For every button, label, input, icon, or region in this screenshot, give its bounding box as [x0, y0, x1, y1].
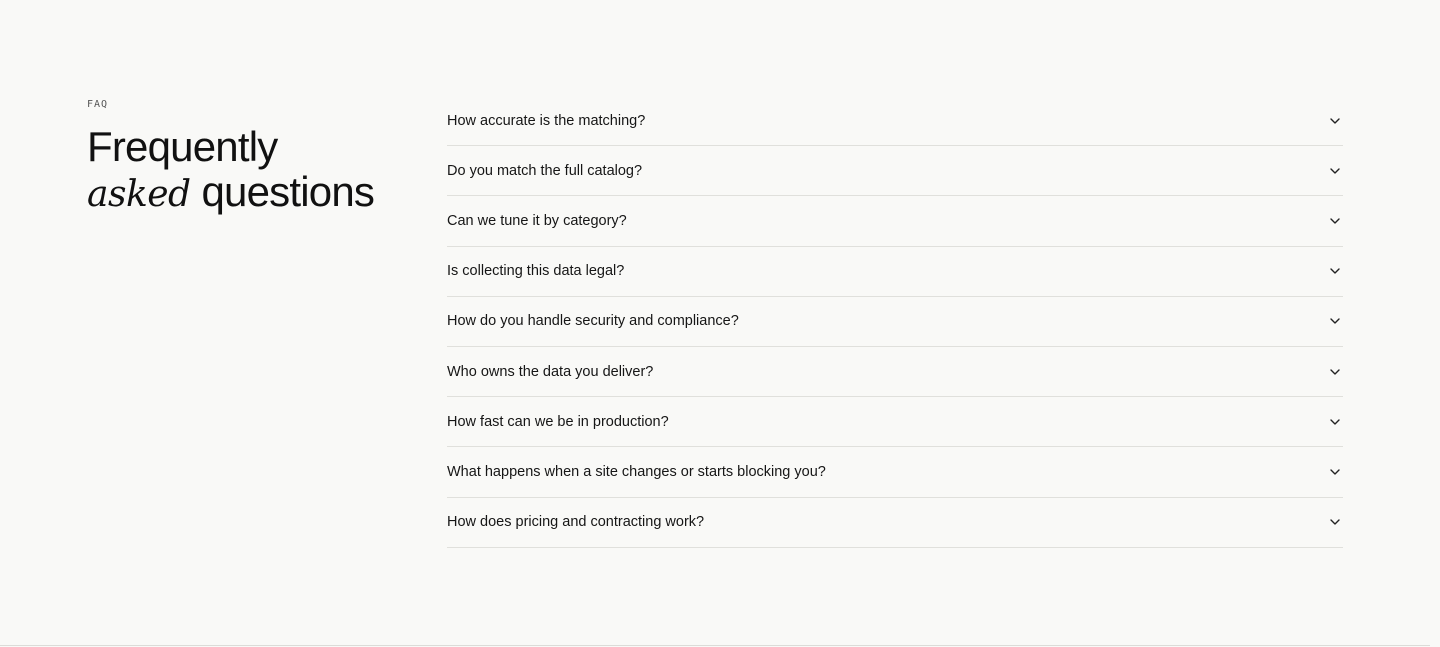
faq-question: Can we tune it by category? — [447, 212, 627, 229]
faq-question: How fast can we be in production? — [447, 413, 669, 430]
faq-item-accuracy[interactable] — [447, 96, 1343, 146]
chevron-down-icon[interactable] — [1329, 165, 1341, 177]
heading-line-2 — [87, 169, 407, 217]
faq-eyebrow: FAQ — [87, 99, 109, 110]
faq-question: Do you match the full catalog? — [447, 162, 643, 179]
faq-question: What happens when a site changes or starts blocking you? — [447, 463, 826, 480]
chevron-down-icon[interactable] — [1329, 516, 1341, 528]
chevron-down-icon[interactable] — [1329, 466, 1341, 478]
faq-question: Is collecting this data legal? — [447, 263, 625, 280]
heading-line-2-rest: questions — [201, 168, 375, 215]
faq-item-full-catalog[interactable] — [447, 146, 1343, 196]
faq-question: How do you handle security and compliance? — [447, 313, 739, 330]
faq-intro — [87, 98, 407, 217]
faq-item-legal[interactable] — [447, 247, 1343, 297]
chevron-down-icon[interactable] — [1329, 366, 1341, 378]
faq-item-security[interactable] — [447, 297, 1343, 347]
faq-list — [447, 96, 1343, 548]
faq-item-production-speed[interactable] — [447, 397, 1343, 447]
faq-item-pricing[interactable] — [447, 498, 1343, 548]
faq-item-tune-category[interactable] — [447, 196, 1343, 246]
heading-italic-word: asked — [87, 174, 191, 215]
faq-item-site-changes[interactable] — [447, 447, 1343, 497]
faq-question: Who owns the data you deliver? — [447, 363, 654, 380]
faq-heading — [87, 124, 407, 217]
chevron-down-icon[interactable] — [1329, 115, 1341, 127]
faq-question: How does pricing and contracting work? — [447, 514, 705, 531]
chevron-down-icon[interactable] — [1329, 265, 1341, 277]
faq-question: How accurate is the matching? — [447, 112, 646, 129]
section-bottom-divider — [0, 645, 1430, 646]
chevron-down-icon[interactable] — [1329, 416, 1341, 428]
chevron-down-icon[interactable] — [1329, 315, 1341, 327]
faq-item-data-ownership[interactable] — [447, 347, 1343, 397]
heading-line-1: Frequently — [87, 123, 278, 170]
chevron-down-icon[interactable] — [1329, 215, 1341, 227]
